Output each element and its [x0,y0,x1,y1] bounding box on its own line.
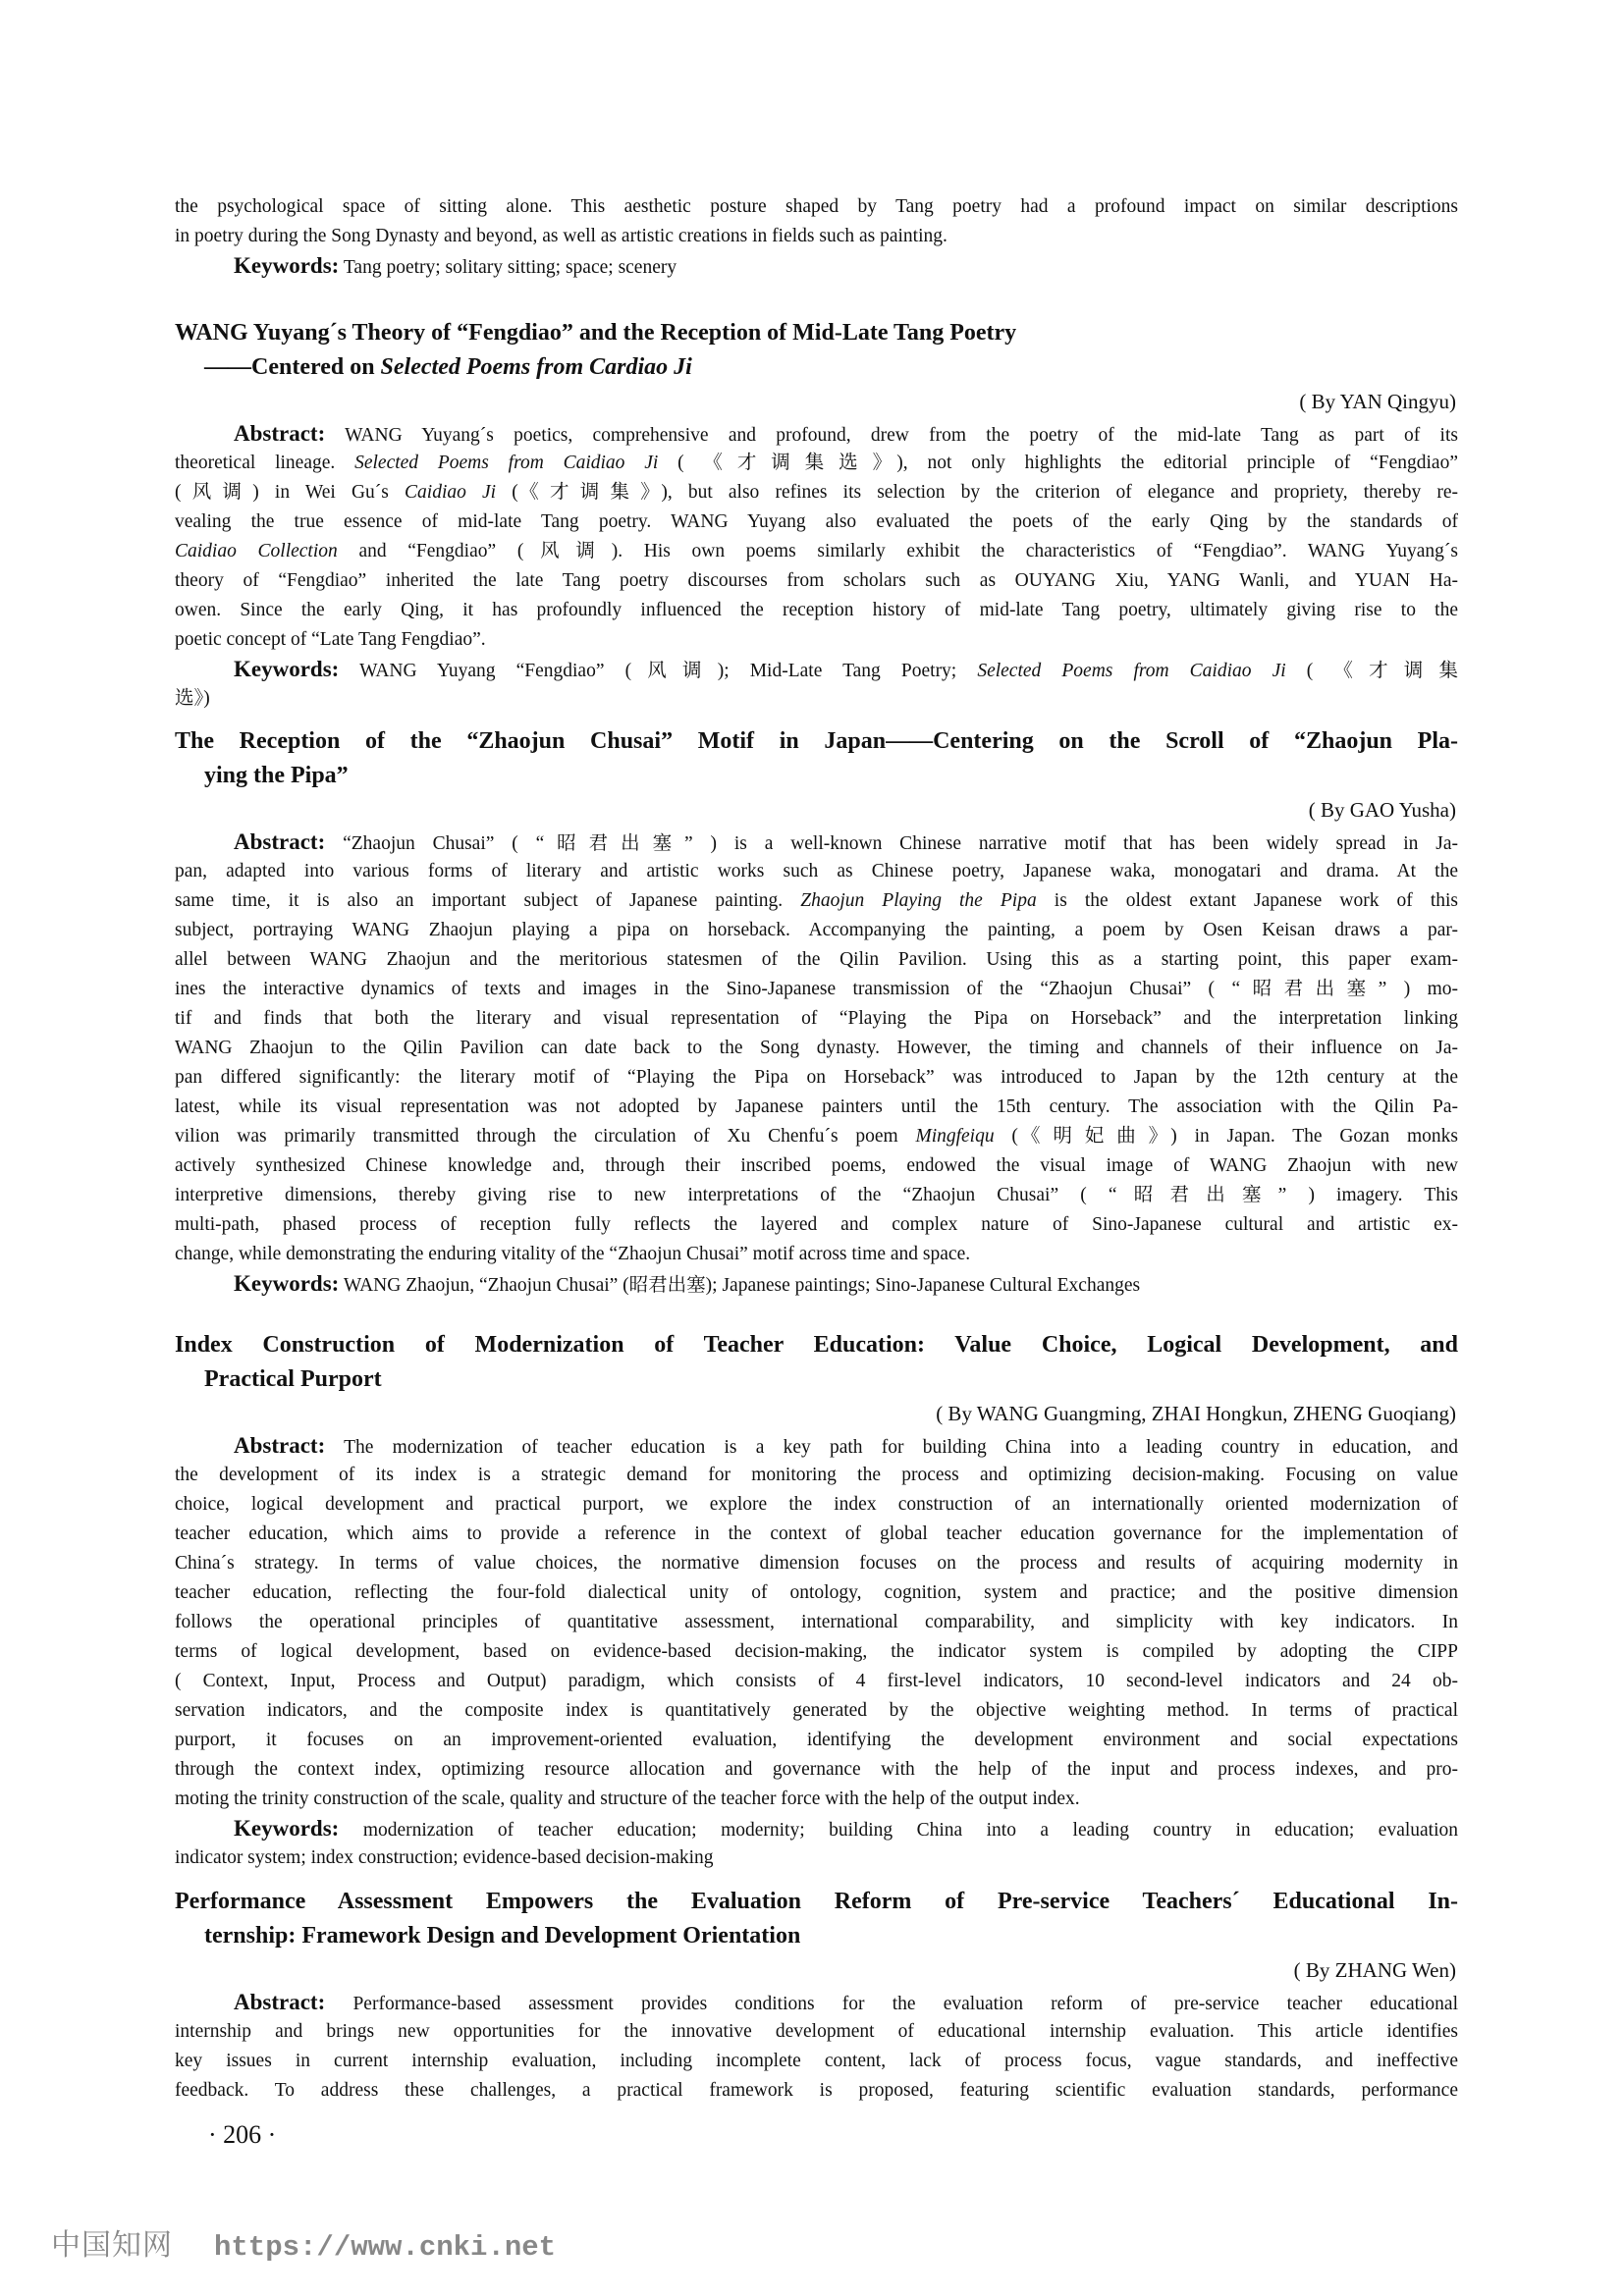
text-line: tif and finds that both the literary and visual representation of “Playing the Pipa on Horseback” and the interpretation linking [175,1008,1458,1029]
text-line: Abstract: Performance-based assessment provides conditions for the evaluation reform of pre-service teacher educational [234,1990,1458,2014]
article-author: ( By GAO Yusha) [1308,798,1456,822]
text-line: theoretical lineage. Selected Poems from Caidiao Ji ( 《才调集选》), not only highlights the editorial principle of “Fengdiao” [175,453,1458,473]
text-line: ( Context, Input, Process and Output) paradigm, which consists of 4 first-level indicators, 10 second-level indicators and 24 ob- [175,1671,1458,1691]
italic-title: Mingfeiqu [915,1126,995,1147]
article-title: The Reception of the “Zhaojun Chusai” Motif in Japan——Centering on the Scroll of “Zhaojun Pla- [175,728,1458,754]
article-title: Practical Purport [204,1366,382,1392]
text-line: Abstract: “Zhaojun Chusai” ( “昭君出塞” ) is a well-known Chinese narrative motif that has been widely spread in Ja- [234,829,1458,854]
text-line: pan differed significantly: the literary motif of “Playing the Pipa on Horseback” was introduced to Japan by the 12th century at the [175,1067,1458,1088]
text-line: Keywords: WANG Zhaojun, “Zhaojun Chusai” (昭君出塞); Japanese paintings; Sino-Japanese Cultural Exchanges [234,1271,1141,1296]
keywords [175,1814,1458,1873]
keywords [175,655,1458,714]
keywords-label: Keywords: [234,1271,340,1296]
text-line: ines the interactive dynamics of texts and images in the Sino-Japanese transmission of the “Zhaojun Chusai” ( “昭君出塞” ) mo- [175,979,1458,999]
article-2 [175,724,1458,1299]
abstract-label: Abstract: [234,1990,326,2014]
text-line: 选》) [175,688,210,709]
article-title: ternship: Framework Design and Development Orientation [204,1923,801,1949]
text-line: internship and brings new opportunities for the innovative development of educational internship evaluation. This article identifies [175,2021,1458,2042]
intro-keywords [175,251,1458,281]
keywords [175,1269,1458,1299]
italic-title: Caidiao Ji [405,482,497,503]
text-line: owen. Since the early Qing, it has profoundly influenced the reception history of mid-late Tang poetry, ultimately giving rise to the [175,600,1458,620]
italic-title: Selected Poems from Caidiao Ji [354,453,659,473]
article-title: ying the Pipa” [204,763,349,788]
italic-title: Zhaojun Playing the Pipa [800,890,1037,911]
article-4 [175,1885,1458,2106]
text-line: theory of “Fengdiao” inherited the late Tang poetry discourses from scholars such as OUYANG Xiu, YANG Wanli, and YUAN Ha- [175,570,1458,591]
text-line: latest, while its visual representation was not adopted by Japanese painters until the 15th century. The association with the Qilin Pa- [175,1096,1458,1117]
abstract [175,1431,1458,1814]
intro-line: in poetry during the Song Dynasty and beyond, as well as artistic creations in fields such as painting. [175,226,947,246]
cnki-watermark [51,2220,556,2264]
text-line: teacher education, reflecting the four-fold dialectical unity of ontology, cognition, system and practice; and the positive dimension [175,1582,1458,1603]
text-line: key issues in current internship evaluation, including incomplete content, lack of process focus, vague standards, and ineffective [175,2051,1458,2071]
italic-title: Selected Poems from Caidiao Ji [977,661,1286,681]
keywords-label: Keywords: [234,657,340,681]
abstract-label: Abstract: [234,829,326,854]
text-line: servation indicators, and the composite index is quantitatively generated by the objective weighting method. In terms of practical [175,1700,1458,1721]
article-subtitle [175,350,1458,385]
keywords-label: Keywords: [234,253,340,278]
text-line: purport, it focuses on an improvement-oriented evaluation, identifying the development environment and social expectations [175,1730,1458,1750]
article-3 [175,1328,1458,1873]
text-line: vilion was primarily transmitted through the circulation of Xu Chenfu´s poem Mingfeiqu (《明妃曲》) in Japan. The Gozan monks [175,1126,1458,1147]
text-line: multi-path, phased process of reception fully reflects the layered and complex nature of Sino-Japanese cultural and artistic ex- [175,1214,1458,1235]
abstract-label: Abstract: [234,421,326,446]
article-1 [175,316,1458,714]
watermark-cn: 中国知网 [51,2228,173,2263]
abstract-label: Abstract: [234,1433,326,1458]
text-line: interpretive dimensions, thereby giving rise to new interpretations of the “Zhaojun Chusai” ( “昭君出塞” ) imagery. This [175,1185,1458,1205]
intro-section [175,192,1458,281]
text-line: Caidiao Collection and “Fengdiao” (风调). His own poems similarly exhibit the characteristics of “Fengdiao”. WANG Yuyang´s [175,541,1458,561]
text-line: moting the trinity construction of the scale, quality and structure of the teacher force with the help of the output index. [175,1789,1080,1809]
text-line: vealing the true essence of mid-late Tang poetry. WANG Yuyang also evaluated the poets of the early Qing by the standards of [175,511,1458,532]
text-line: teacher education, which aims to provide a reference in the context of global teacher education governance for the implementation of [175,1523,1458,1544]
text-line: Keywords: WANG Yuyang “Fengdiao” (风调); Mid-Late Tang Poetry; Selected Poems from Caidiao Ji ( 《才调集 [234,657,1458,681]
text-line: terms of logical development, based on evidence-based decision-making, the indicator system is compiled by adopting the CIPP [175,1641,1458,1662]
text-line: actively synthesized Chinese knowledge and, through their inscribed poems, endowed the visual image of WANG Zhaojun with new [175,1155,1458,1176]
text-line: Abstract: The modernization of teacher education is a key path for building China into a leading country in education, and [234,1433,1458,1458]
article-author: ( By ZHANG Wen) [1293,1958,1456,1982]
watermark-url: https://www.cnki.net [214,2231,557,2264]
text-line: change, while demonstrating the enduring vitality of the “Zhaojun Chusai” motif across time and space. [175,1244,971,1264]
article-title: Performance Assessment Empowers the Evaluation Reform of Pre-service Teachers´ Educational In- [175,1889,1458,1914]
text-line: through the context index, optimizing resource allocation and governance with the help of the input and process indexes, and pro- [175,1759,1458,1780]
text-line: choice, logical development and practical purport, we explore the index construction of an internationally oriented modernization of [175,1494,1458,1515]
abstract [175,419,1458,655]
text-line: allel between WANG Zhaojun and the meritorious statesmen of the Qilin Pavilion. Using this as a starting point, this paper exam- [175,949,1458,970]
article-author: ( By WANG Guangming, ZHAI Hongkun, ZHENG Guoqiang) [936,1402,1456,1425]
text-line: follows the operational principles of quantitative assessment, international comparability, and simplicity with key indicators. In [175,1612,1458,1632]
text-line: Abstract: WANG Yuyang´s poetics, comprehensive and profound, drew from the poetry of the mid-late Tang as part of its [234,421,1458,446]
subtitle-prefix: ——Centered on [204,354,381,380]
abstract [175,828,1458,1269]
keywords-label: Keywords: [234,1816,340,1841]
text-line: poetic concept of “Late Tang Fengdiao”. [175,629,486,650]
page-number: · 206 · [208,2120,277,2149]
subtitle-italic: Selected Poems from Cardiao Ji [380,354,692,380]
text-line: indicator system; index construction; evidence-based decision-making [175,1847,714,1868]
text-line: China´s strategy. In terms of value choices, the normative dimension focuses on the process and results of acquiring modernity in [175,1553,1458,1574]
text-line: the development of its index is a strategic demand for monitoring the process and optimizing decision-making. Focusing on value [175,1465,1458,1485]
text-line: WANG Zhaojun to the Qilin Pavilion can date back to the Song dynasty. However, the timing and channels of their influence on Ja- [175,1038,1458,1058]
text-line: (风调) in Wei Gu´s Caidiao Ji (《才调集》), but also refines its selection by the criterion of elegance and propriety, thereby re- [175,482,1458,503]
intro-line: the psychological space of sitting alone. This aesthetic posture shaped by Tang poetry had a profound impact on similar descriptions [175,196,1458,217]
keywords-text: Tang poetry; solitary sitting; space; scenery [343,257,677,278]
text-line: subject, portraying WANG Zhaojun playing a pipa on horseback. Accompanying the painting, a poem by Osen Keisan draws a par- [175,920,1458,940]
abstract [175,1988,1458,2106]
text-line: feedback. To address these challenges, a practical framework is proposed, featuring scientific evaluation standards, performance [175,2080,1458,2101]
italic-title: Caidiao Collection [175,541,338,561]
article-title: WANG Yuyang´s Theory of “Fengdiao” and the Reception of Mid-Late Tang Poetry [175,320,1017,346]
text-line: same time, it is also an important subject of Japanese painting. Zhaojun Playing the Pipa is the oldest extant Japanese work of this [175,890,1458,911]
article-author: ( By YAN Qingyu) [1299,390,1456,413]
text-line: pan, adapted into various forms of literary and artistic works such as Chinese poetry, Japanese waka, monogatari and drama. At the [175,861,1458,881]
text-line: Keywords: modernization of teacher education; modernity; building China into a leading country in education; evaluation [234,1816,1458,1841]
article-title: Index Construction of Modernization of Teacher Education: Value Choice, Logical Development, and [175,1332,1458,1358]
